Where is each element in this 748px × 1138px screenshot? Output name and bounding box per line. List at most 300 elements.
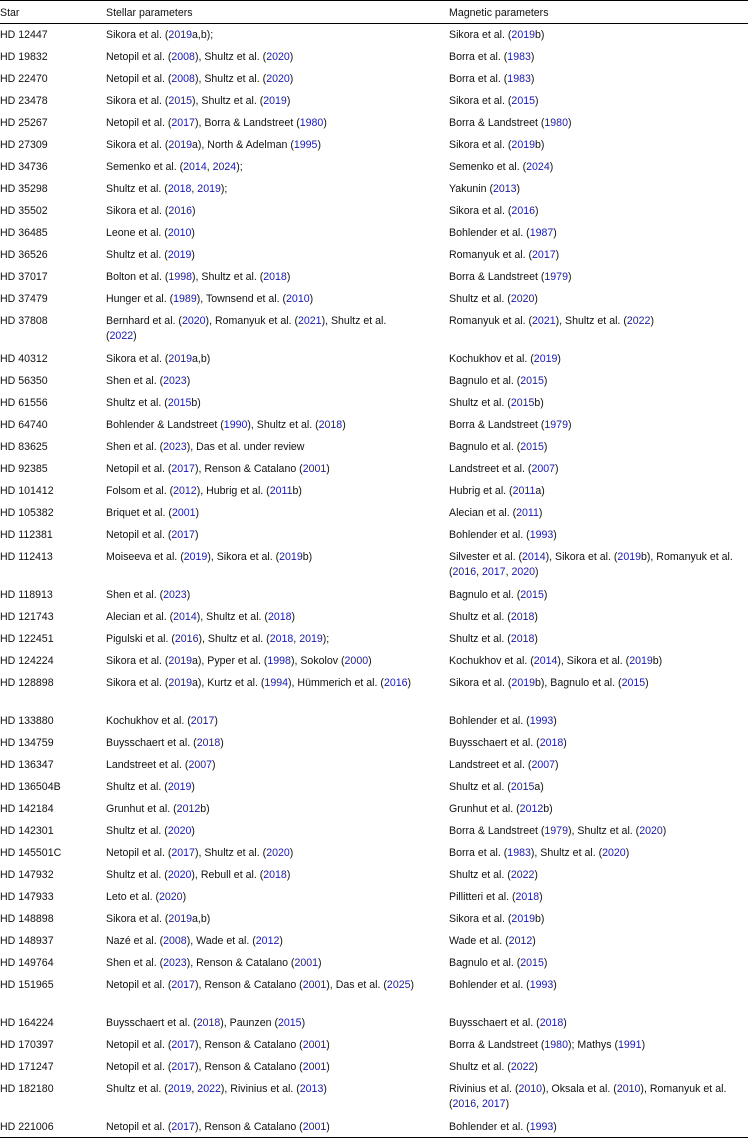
reference-text: a), Pyper et al. ( [192,655,268,667]
citation-year-link[interactable]: 2014 [533,655,558,667]
reference-text: Shultz et al. ( [449,633,511,645]
reference-text: b) [535,139,545,151]
star-name-cell: HD 128898 [0,677,54,689]
reference-text: Grunhut et al. ( [106,803,177,815]
reference-text: ) [534,1061,538,1073]
stellar-parameters-cell [106,710,449,732]
citation-year-link[interactable]: 1983 [507,73,531,85]
citation-year-link[interactable]: 1995 [293,139,318,151]
reference-text: ) [289,73,294,85]
reference-text: ) [567,271,572,283]
star-name-cell: HD 148898 [0,913,54,925]
reference-text: Borra & Landstreet ( [449,825,545,837]
reference-text: Netopil et al. ( [106,1121,172,1133]
reference-text: a), Kurtz et al. ( [192,677,265,689]
citation-year-link[interactable]: 2015 [168,95,192,107]
citation-year-link[interactable]: 2022 [626,315,651,327]
citation-year-link[interactable]: 2015 [167,397,192,409]
citation-year-link[interactable]: 1983 [507,847,531,859]
reference-text: ), Shultz et al. ( [196,611,268,623]
reference-text: Shultz et al. ( [106,869,168,881]
reference-text: Kochukhov et al. ( [106,715,191,727]
reference-text: Netopil et al. ( [106,979,172,991]
citation-year-link[interactable]: 2015 [511,95,535,107]
stellar-parameters-cell [106,1078,449,1116]
header-row [0,1,748,24]
table-row [0,650,748,672]
citation-year-link[interactable]: 1998 [267,655,291,667]
citation-year-link[interactable]: 2020 [602,847,626,859]
star-name-cell: HD 182180 [0,1083,54,1095]
citation-year-link[interactable]: 2017 [171,1121,195,1133]
table-row [0,732,748,754]
citation-year-link[interactable]: 2015 [520,441,544,453]
stellar-parameters-cell [106,244,449,266]
citation-year-link[interactable]: 2017 [171,529,195,541]
reference-text: ), Das et al. under review [186,441,305,453]
citation-year-link[interactable]: 2012 [176,803,201,815]
reference-text: Shultz et al. ( [449,869,511,881]
citation-year-link[interactable]: 2018 [267,611,292,623]
citation-year-link[interactable]: 2010 [286,293,310,305]
stellar-parameters-cell [106,732,449,754]
reference-text: Semenko et al. ( [449,161,527,173]
citation-year-link[interactable]: 2020 [167,825,192,837]
citation-year-link[interactable]: 2001 [171,507,196,519]
reference-text: Bagnulo et al. ( [449,589,521,601]
reference-text: Semenko et al. ( [106,161,184,173]
stellar-parameters-cell [106,266,449,288]
citation-year-link[interactable]: 2022 [197,1083,221,1095]
magnetic-parameters-cell [449,392,748,414]
citation-year-link[interactable]: 2024 [212,161,237,173]
citation-year-link[interactable]: 2019 [168,913,192,925]
citation-year-link[interactable]: 2016 [452,566,477,578]
reference-text: ) [530,73,535,85]
table-row [0,348,748,370]
citation-year-link[interactable]: 2015 [520,375,544,387]
reference-text: ), Romanyuk et al. ( [449,1083,727,1110]
reference-text: ) [286,95,291,107]
magnetic-parameters-cell [449,156,748,178]
reference-text: , [293,633,300,645]
stellar-parameters-cell [106,930,449,952]
citation-year-link[interactable]: 2019 [279,551,303,563]
citation-year-link[interactable]: 2011 [512,485,536,497]
magnetic-parameters-cell [449,414,748,436]
reference-text: ) [286,271,291,283]
star-name-cell: HD 105382 [0,507,54,519]
citation-year-link[interactable]: 2020 [159,891,183,903]
citation-year-link[interactable]: 1993 [529,979,554,991]
table-row [0,864,748,886]
citation-year-link[interactable]: 2022 [109,330,134,342]
table-row [0,222,748,244]
citation-year-link[interactable]: 1980 [544,1039,568,1051]
reference-text: ) [553,715,557,727]
citation-year-link[interactable]: 1979 [544,271,568,283]
reference-text: Netopil et al. ( [106,117,172,129]
magnetic-parameters-cell [449,672,748,710]
table-row [0,244,748,266]
citation-year-link[interactable]: 2019 [629,655,653,667]
citation-year-link[interactable]: 2014 [173,611,197,623]
reference-text: Bolton et al. ( [106,271,169,283]
citation-year-link[interactable]: 2016 [511,205,535,217]
star-name-cell: HD 112381 [0,529,53,541]
citation-year-link[interactable]: 2018 [263,271,287,283]
citation-year-link[interactable]: 2019 [511,139,535,151]
reference-text: b), Bagnulo et al. ( [535,677,622,689]
citation-year-link[interactable]: 2019 [168,353,192,365]
citation-year-link[interactable]: 2019 [168,29,192,41]
reference-text: ) [662,825,667,837]
table-row [0,974,748,1012]
citation-year-link[interactable]: 2001 [302,1039,327,1051]
citation-year-link[interactable]: 2001 [302,1121,327,1133]
citation-year-link[interactable]: 1994 [264,677,288,689]
reference-text: ); Mathys ( [567,1039,618,1051]
table-row [0,156,748,178]
reference-text: Grunhut et al. ( [449,803,520,815]
citation-year-link[interactable]: 2000 [344,655,369,667]
citation-year-link[interactable]: 2020 [266,73,290,85]
citation-year-link[interactable]: 2012 [508,935,533,947]
reference-text: ) [289,51,294,63]
citation-year-link[interactable]: 2010 [167,227,192,239]
reference-text: Sikora et al. ( [106,655,169,667]
reference-text: Hubrig et al. ( [449,485,513,497]
magnetic-parameters-cell [449,1116,748,1138]
magnetic-parameters-cell [449,842,748,864]
citation-year-link[interactable]: 2015 [621,677,646,689]
citation-year-link[interactable]: 2008 [163,935,187,947]
citation-year-link[interactable]: 2020 [167,869,192,881]
magnetic-parameters-cell [449,310,748,348]
reference-text: , [476,566,482,578]
star-name-cell: HD 61556 [0,397,48,409]
stellar-parameters-cell [106,952,449,974]
citation-year-link[interactable]: 2017 [171,847,195,859]
stellar-parameters-cell [106,546,449,584]
citation-year-link[interactable]: 2019 [511,913,535,925]
magnetic-parameters-cell [449,732,748,754]
citation-year-link[interactable]: 1990 [223,419,248,431]
citation-year-link[interactable]: 2017 [171,979,195,991]
citation-year-link[interactable]: 2001 [302,463,327,475]
citation-year-link[interactable]: 1993 [529,1121,554,1133]
reference-text: Shen et al. ( [106,589,164,601]
citation-year-link[interactable]: 2017 [482,566,506,578]
citation-year-link[interactable]: 1979 [544,419,568,431]
table-row [0,1034,748,1056]
magnetic-parameters-cell [449,458,748,480]
reference-text: Sikora et al. ( [449,205,512,217]
reference-text: ), Shultz et al. ( [247,419,319,431]
citation-year-link[interactable]: 2018 [263,869,287,881]
citation-year-link[interactable]: 2020 [181,315,206,327]
citation-year-link[interactable]: 2019 [167,1083,192,1095]
star-name-cell: HD 136347 [0,759,54,771]
citation-year-link[interactable]: 2017 [190,715,215,727]
star-name-cell: HD 134759 [0,737,54,749]
citation-year-link[interactable]: 2020 [266,51,290,63]
reference-text: Romanyuk et al. ( [449,249,533,261]
reference-text: Pigulski et al. ( [106,633,175,645]
table-row [0,288,748,310]
citation-year-link[interactable]: 2014 [183,161,207,173]
reference-text: ) [191,825,195,837]
table-row [0,392,748,414]
stellar-parameters-cell [106,68,449,90]
reference-text: Borra & Landstreet ( [449,419,545,431]
reference-text: ), Renson & Catalano ( [194,463,303,475]
stellar-parameters-cell [106,798,449,820]
reference-text: Bernhard et al. ( [106,315,182,327]
citation-year-link[interactable]: 2019 [617,551,641,563]
citation-year-link[interactable]: 2019 [533,353,558,365]
reference-text: ) [410,979,415,991]
citation-year-link[interactable]: 2018 [269,633,294,645]
citation-year-link[interactable]: 2019 [197,183,221,195]
citation-year-link[interactable]: 2019 [511,677,535,689]
reference-text: Sikora et al. ( [106,205,169,217]
citation-year-link[interactable]: 2013 [299,1083,324,1095]
citation-year-link[interactable]: 2023 [163,957,187,969]
citation-year-link[interactable]: 2012 [519,803,544,815]
reference-text: Bagnulo et al. ( [449,441,521,453]
citation-year-link[interactable]: 2001 [302,1061,327,1073]
citation-year-link[interactable]: 2018 [510,611,535,623]
reference-text: b) [535,29,545,41]
star-name-cell: HD 12447 [0,29,48,41]
citation-year-link[interactable]: 1993 [529,715,554,727]
reference-text: ), Hubrig et al. ( [196,485,270,497]
citation-year-link[interactable]: 2017 [171,1061,195,1073]
magnetic-parameters-cell [449,820,748,842]
reference-text: ), Rebull et al. ( [191,869,264,881]
citation-year-link[interactable]: 2019 [167,781,192,793]
citation-year-link[interactable]: 1993 [529,529,554,541]
citation-year-link[interactable]: 2015 [277,1017,302,1029]
reference-text: Shen et al. ( [106,441,164,453]
reference-text: Sikora et al. ( [449,95,512,107]
citation-year-link[interactable]: 2019 [183,551,208,563]
citation-year-link[interactable]: 2025 [386,979,411,991]
citation-year-link[interactable]: 2018 [167,183,192,195]
citation-year-link[interactable]: 2019 [263,95,287,107]
citation-year-link[interactable]: 2015 [520,957,544,969]
reference-text: ) [191,249,195,261]
citation-year-link[interactable]: 2023 [163,441,187,453]
reference-text: ), Renson & Catalano ( [194,1061,303,1073]
reference-text: Sikora et al. ( [106,95,169,107]
reference-text: ), Shultz et al. ( [555,315,627,327]
reference-text: ) [538,507,543,519]
star-name-cell: HD 124224 [0,655,54,667]
citation-year-link[interactable]: 2017 [171,117,195,129]
magnetic-parameters-cell [449,1012,748,1034]
citation-year-link[interactable]: 2012 [173,485,197,497]
reference-text: Sikora et al. ( [449,29,512,41]
citation-year-link[interactable]: 2015 [520,589,544,601]
citation-year-link[interactable]: 2013 [492,183,517,195]
magnetic-parameters-cell [449,546,748,584]
citation-year-link[interactable]: 2008 [171,73,195,85]
reference-text: Shultz et al. ( [449,611,511,623]
citation-year-link[interactable]: 1998 [168,271,192,283]
reference-text: a,b) [192,353,211,365]
citation-year-link[interactable]: 2019 [299,633,323,645]
reference-text: ) [323,117,327,129]
star-name-cell: HD 36485 [0,227,48,239]
reference-text: ) [563,1017,567,1029]
citation-year-link[interactable]: 2023 [163,589,187,601]
citation-year-link[interactable]: 2008 [171,51,195,63]
magnetic-parameters-cell [449,266,748,288]
citation-year-link[interactable]: 2019 [168,655,192,667]
star-name-cell: HD 149764 [0,957,54,969]
citation-year-link[interactable]: 2024 [526,161,550,173]
citation-year-link[interactable]: 2001 [302,979,327,991]
citation-year-link[interactable]: 2019 [511,29,535,41]
citation-year-link[interactable]: 2017 [482,1098,506,1110]
reference-text: ) [326,1039,330,1051]
reference-text: ) [317,139,321,151]
stellar-parameters-cell [106,1034,449,1056]
citation-year-link[interactable]: 2018 [510,633,535,645]
reference-text: b) [302,551,313,563]
citation-year-link[interactable]: 2018 [318,419,343,431]
stellar-parameters-cell [106,178,449,200]
citation-year-link[interactable]: 2011 [269,485,293,497]
reference-text: Buysschaert et al. ( [106,737,197,749]
reference-text: ) [182,891,187,903]
stellar-parameters-cell [106,222,449,244]
citation-year-link[interactable]: 2015 [510,781,535,793]
citation-year-link[interactable]: 2007 [531,759,556,771]
magnetic-parameters-cell [449,348,748,370]
citation-year-link[interactable]: 2020 [510,293,535,305]
citation-year-link[interactable]: 2017 [171,1039,195,1051]
citation-year-link[interactable]: 2012 [255,935,280,947]
table-row [0,1012,748,1034]
citation-year-link[interactable]: 2020 [639,825,663,837]
reference-text: ) [549,161,554,173]
citation-year-link[interactable]: 1991 [618,1039,642,1051]
stellar-parameters-cell [106,90,449,112]
citation-year-link[interactable]: 1983 [507,51,531,63]
citation-year-link[interactable]: 1980 [299,117,324,129]
citation-year-link[interactable]: 1987 [529,227,554,239]
citation-year-link[interactable]: 2019 [167,249,192,261]
reference-text: Silvester et al. ( [449,551,523,563]
table-row [0,480,748,502]
reference-text: Sikora et al. ( [106,913,169,925]
citation-year-link[interactable]: 2018 [196,737,221,749]
citation-year-link[interactable]: 2019 [168,677,192,689]
magnetic-parameters-cell [449,244,748,266]
citation-year-link[interactable]: 2001 [294,957,319,969]
table-row [0,524,748,546]
table-row [0,436,748,458]
reference-text: ) [650,315,654,327]
citation-year-link[interactable]: 2016 [174,633,199,645]
citation-year-link[interactable]: 2021 [297,315,322,327]
citation-year-link[interactable]: 2016 [383,677,408,689]
table-row [0,310,748,348]
reference-text: ), Romanyuk et al. ( [205,315,298,327]
reference-text: ) [645,677,649,689]
star-name-cell: HD 171247 [0,1061,54,1073]
reference-text: Nazé et al. ( [106,935,164,947]
citation-year-link[interactable]: 2010 [616,1083,641,1095]
citation-year-link[interactable]: 2017 [532,249,556,261]
citation-year-link[interactable]: 2022 [510,869,535,881]
star-name-cell: HD 19832 [0,51,48,63]
reference-text: ), Sikora et al. ( [207,551,280,563]
citation-year-link[interactable]: 2018 [515,891,540,903]
table-row [0,266,748,288]
citation-year-link[interactable]: 2016 [168,205,192,217]
star-name-cell: HD 147932 [0,869,54,881]
citation-year-link[interactable]: 2016 [452,1098,477,1110]
citation-year-link[interactable]: 2017 [171,463,195,475]
citation-year-link[interactable]: 2021 [532,315,556,327]
reference-text: ), Sikora et al. ( [545,551,618,563]
reference-text: , [505,566,512,578]
citation-year-link[interactable]: 2011 [516,507,539,519]
reference-text: ) [641,1039,646,1051]
reference-text: b) [292,485,302,497]
reference-text: ) [553,979,557,991]
table-row [0,952,748,974]
reference-text: ) [286,869,291,881]
citation-year-link[interactable]: 2018 [539,737,564,749]
citation-year-link[interactable]: 2019 [168,139,192,151]
magnetic-parameters-cell [449,178,748,200]
reference-text: Bohlender et al. ( [449,979,530,991]
citation-year-link[interactable]: 2023 [163,375,187,387]
citation-year-link[interactable]: 2018 [539,1017,564,1029]
citation-year-link[interactable]: 2007 [188,759,213,771]
stellar-parameters-cell [106,436,449,458]
citation-year-link[interactable]: 2022 [510,1061,535,1073]
reference-text: Netopil et al. ( [106,1061,172,1073]
citation-year-link[interactable]: 1980 [544,117,568,129]
citation-year-link[interactable]: 1989 [173,293,197,305]
citation-year-link[interactable]: 2014 [522,551,546,563]
citation-year-link[interactable]: 1979 [544,825,568,837]
reference-text: ) [530,51,535,63]
reference-text: , [206,161,213,173]
citation-year-link[interactable]: 2007 [531,463,556,475]
citation-year-link[interactable]: 2020 [266,847,290,859]
citation-year-link[interactable]: 2010 [518,1083,543,1095]
citation-year-link[interactable]: 2020 [511,566,536,578]
reference-text: ) [505,1098,510,1110]
reference-text: ) [543,375,548,387]
table-row [0,1056,748,1078]
reference-text: , [191,1083,198,1095]
reference-text: ) [191,781,195,793]
citation-year-link[interactable]: 2018 [196,1017,221,1029]
reference-text: Sikora et al. ( [449,913,512,925]
stellar-parameters-cell [106,820,449,842]
reference-text: Buysschaert et al. ( [449,1017,540,1029]
reference-text: Shultz et al. ( [449,293,511,305]
citation-year-link[interactable]: 2015 [510,397,535,409]
